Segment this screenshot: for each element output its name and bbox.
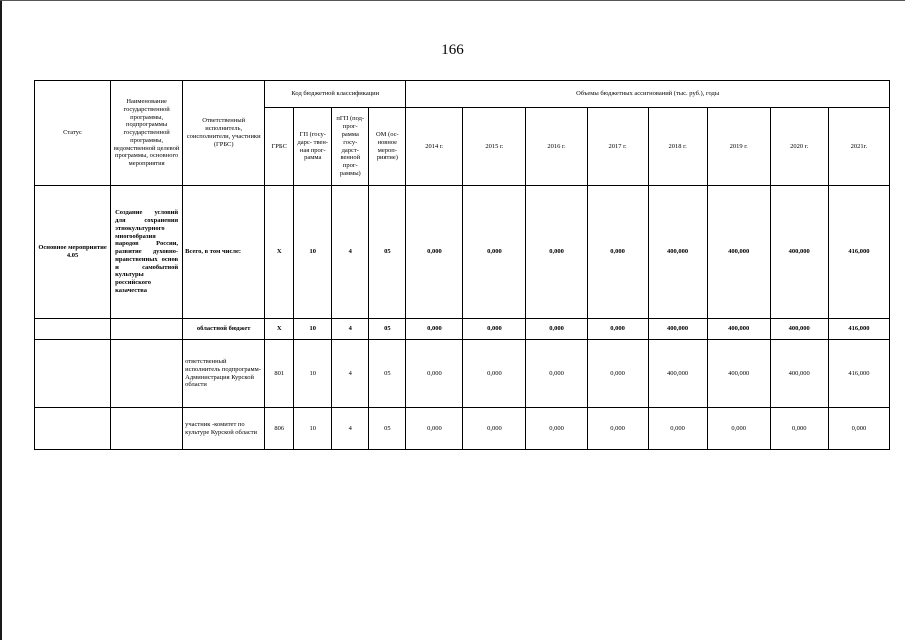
row-value: 0,000 — [463, 186, 526, 319]
row-responsible: Всего, в том числе: — [183, 186, 265, 319]
header-year: 2018 г. — [648, 108, 707, 186]
header-gp: ГП (госу- дарс- твен- ная прог- рамма — [294, 108, 332, 186]
row-program-name — [111, 319, 183, 340]
row-value: 400,000 — [707, 340, 770, 408]
row-value: 0,000 — [406, 340, 463, 408]
row-value: 0,000 — [526, 408, 587, 450]
row-value: 400,000 — [770, 186, 828, 319]
table-row — [35, 340, 890, 408]
header-status: Статус — [35, 81, 111, 186]
row-gp: 10 — [294, 319, 332, 340]
row-pgp: 4 — [332, 340, 369, 408]
row-value: 400,000 — [707, 186, 770, 319]
row-status — [35, 408, 111, 450]
page-number: 166 — [441, 42, 464, 58]
row-value: 0,000 — [648, 408, 707, 450]
row-value: 0,000 — [463, 408, 526, 450]
row-om: 05 — [369, 340, 406, 408]
row-value: 400,000 — [770, 340, 828, 408]
row-gp: 10 — [294, 340, 332, 408]
row-value: 400,000 — [707, 319, 770, 340]
row-program-name — [111, 408, 183, 450]
header-row-1 — [35, 81, 890, 108]
row-value: 0,000 — [406, 319, 463, 340]
header-year: 2015 г. — [463, 108, 526, 186]
header-grbs: ГРБС — [265, 108, 294, 186]
row-value: 0,000 — [828, 408, 889, 450]
row-value: 0,000 — [526, 186, 587, 319]
header-budget-code-group: Код бюджетной классификации — [265, 81, 406, 108]
row-value: 0,000 — [587, 319, 648, 340]
row-value: 0,000 — [770, 408, 828, 450]
row-grbs: 801 — [265, 340, 294, 408]
header-year: 2020 г. — [770, 108, 828, 186]
row-gp: 10 — [294, 186, 332, 319]
header-pgp: пГП (под- прог- рамма госу- дарст- венной прог- раммы) — [332, 108, 369, 186]
row-responsible: ответственный исполнитель подпрограмм- Администрация Курской области — [183, 340, 265, 408]
header-program-name: Наименование государственной программы, подпрограммы государственной программы, ведомственной целевой программы, основного мероприятия — [111, 81, 183, 186]
row-value: 400,000 — [770, 319, 828, 340]
row-om: 05 — [369, 408, 406, 450]
row-pgp: 4 — [332, 186, 369, 319]
row-responsible: областной бюджет — [183, 319, 265, 340]
header-year: 2016 г. — [526, 108, 587, 186]
header-year: 2014 г. — [406, 108, 463, 186]
row-om: 05 — [369, 319, 406, 340]
row-program-name: Создание условий для сохранения этнокультурного многообразия народов России, развитие духовно-нравственных основ и самобытной культуры российского казачества — [111, 186, 183, 319]
row-responsible: участник -комитет по культуре Курской области — [183, 408, 265, 450]
row-pgp: 4 — [332, 319, 369, 340]
table-row — [35, 186, 890, 319]
budget-table — [34, 80, 890, 450]
row-value: 0,000 — [463, 319, 526, 340]
row-om: 05 — [369, 186, 406, 319]
row-value: 416,000 — [828, 186, 889, 319]
row-value: 416,000 — [828, 340, 889, 408]
row-value: 0,000 — [587, 408, 648, 450]
header-allocations-group: Объемы бюджетных ассигнований (тыс. руб.), годы — [406, 81, 890, 108]
row-value: 0,000 — [587, 186, 648, 319]
row-gp: 10 — [294, 408, 332, 450]
row-value: 416,000 — [828, 319, 889, 340]
header-responsible: Ответственный исполнитель, соисполнители, участники (ГРБС) — [183, 81, 265, 186]
scan-edge-left — [0, 0, 2, 640]
row-value: 0,000 — [587, 340, 648, 408]
header-year: 2019 г. — [707, 108, 770, 186]
row-value: 400,000 — [648, 340, 707, 408]
row-value: 400,000 — [648, 186, 707, 319]
header-year: 2021г. — [828, 108, 889, 186]
row-value: 0,000 — [526, 340, 587, 408]
row-pgp: 4 — [332, 408, 369, 450]
header-year: 2017 г. — [587, 108, 648, 186]
scan-edge-top — [0, 0, 905, 1]
row-grbs: 806 — [265, 408, 294, 450]
row-grbs: Х — [265, 319, 294, 340]
row-status — [35, 319, 111, 340]
row-value: 0,000 — [526, 319, 587, 340]
row-value: 0,000 — [406, 408, 463, 450]
row-program-name — [111, 340, 183, 408]
table-row — [35, 319, 890, 340]
row-grbs: Х — [265, 186, 294, 319]
header-om: ОМ (ос- новное мероп- риятие) — [369, 108, 406, 186]
table-row — [35, 408, 890, 450]
row-value: 0,000 — [463, 340, 526, 408]
row-status — [35, 340, 111, 408]
row-value: 0,000 — [406, 186, 463, 319]
row-value: 0,000 — [707, 408, 770, 450]
row-status: Основное мероприятие 4.05 — [35, 186, 111, 319]
row-value: 400,000 — [648, 319, 707, 340]
